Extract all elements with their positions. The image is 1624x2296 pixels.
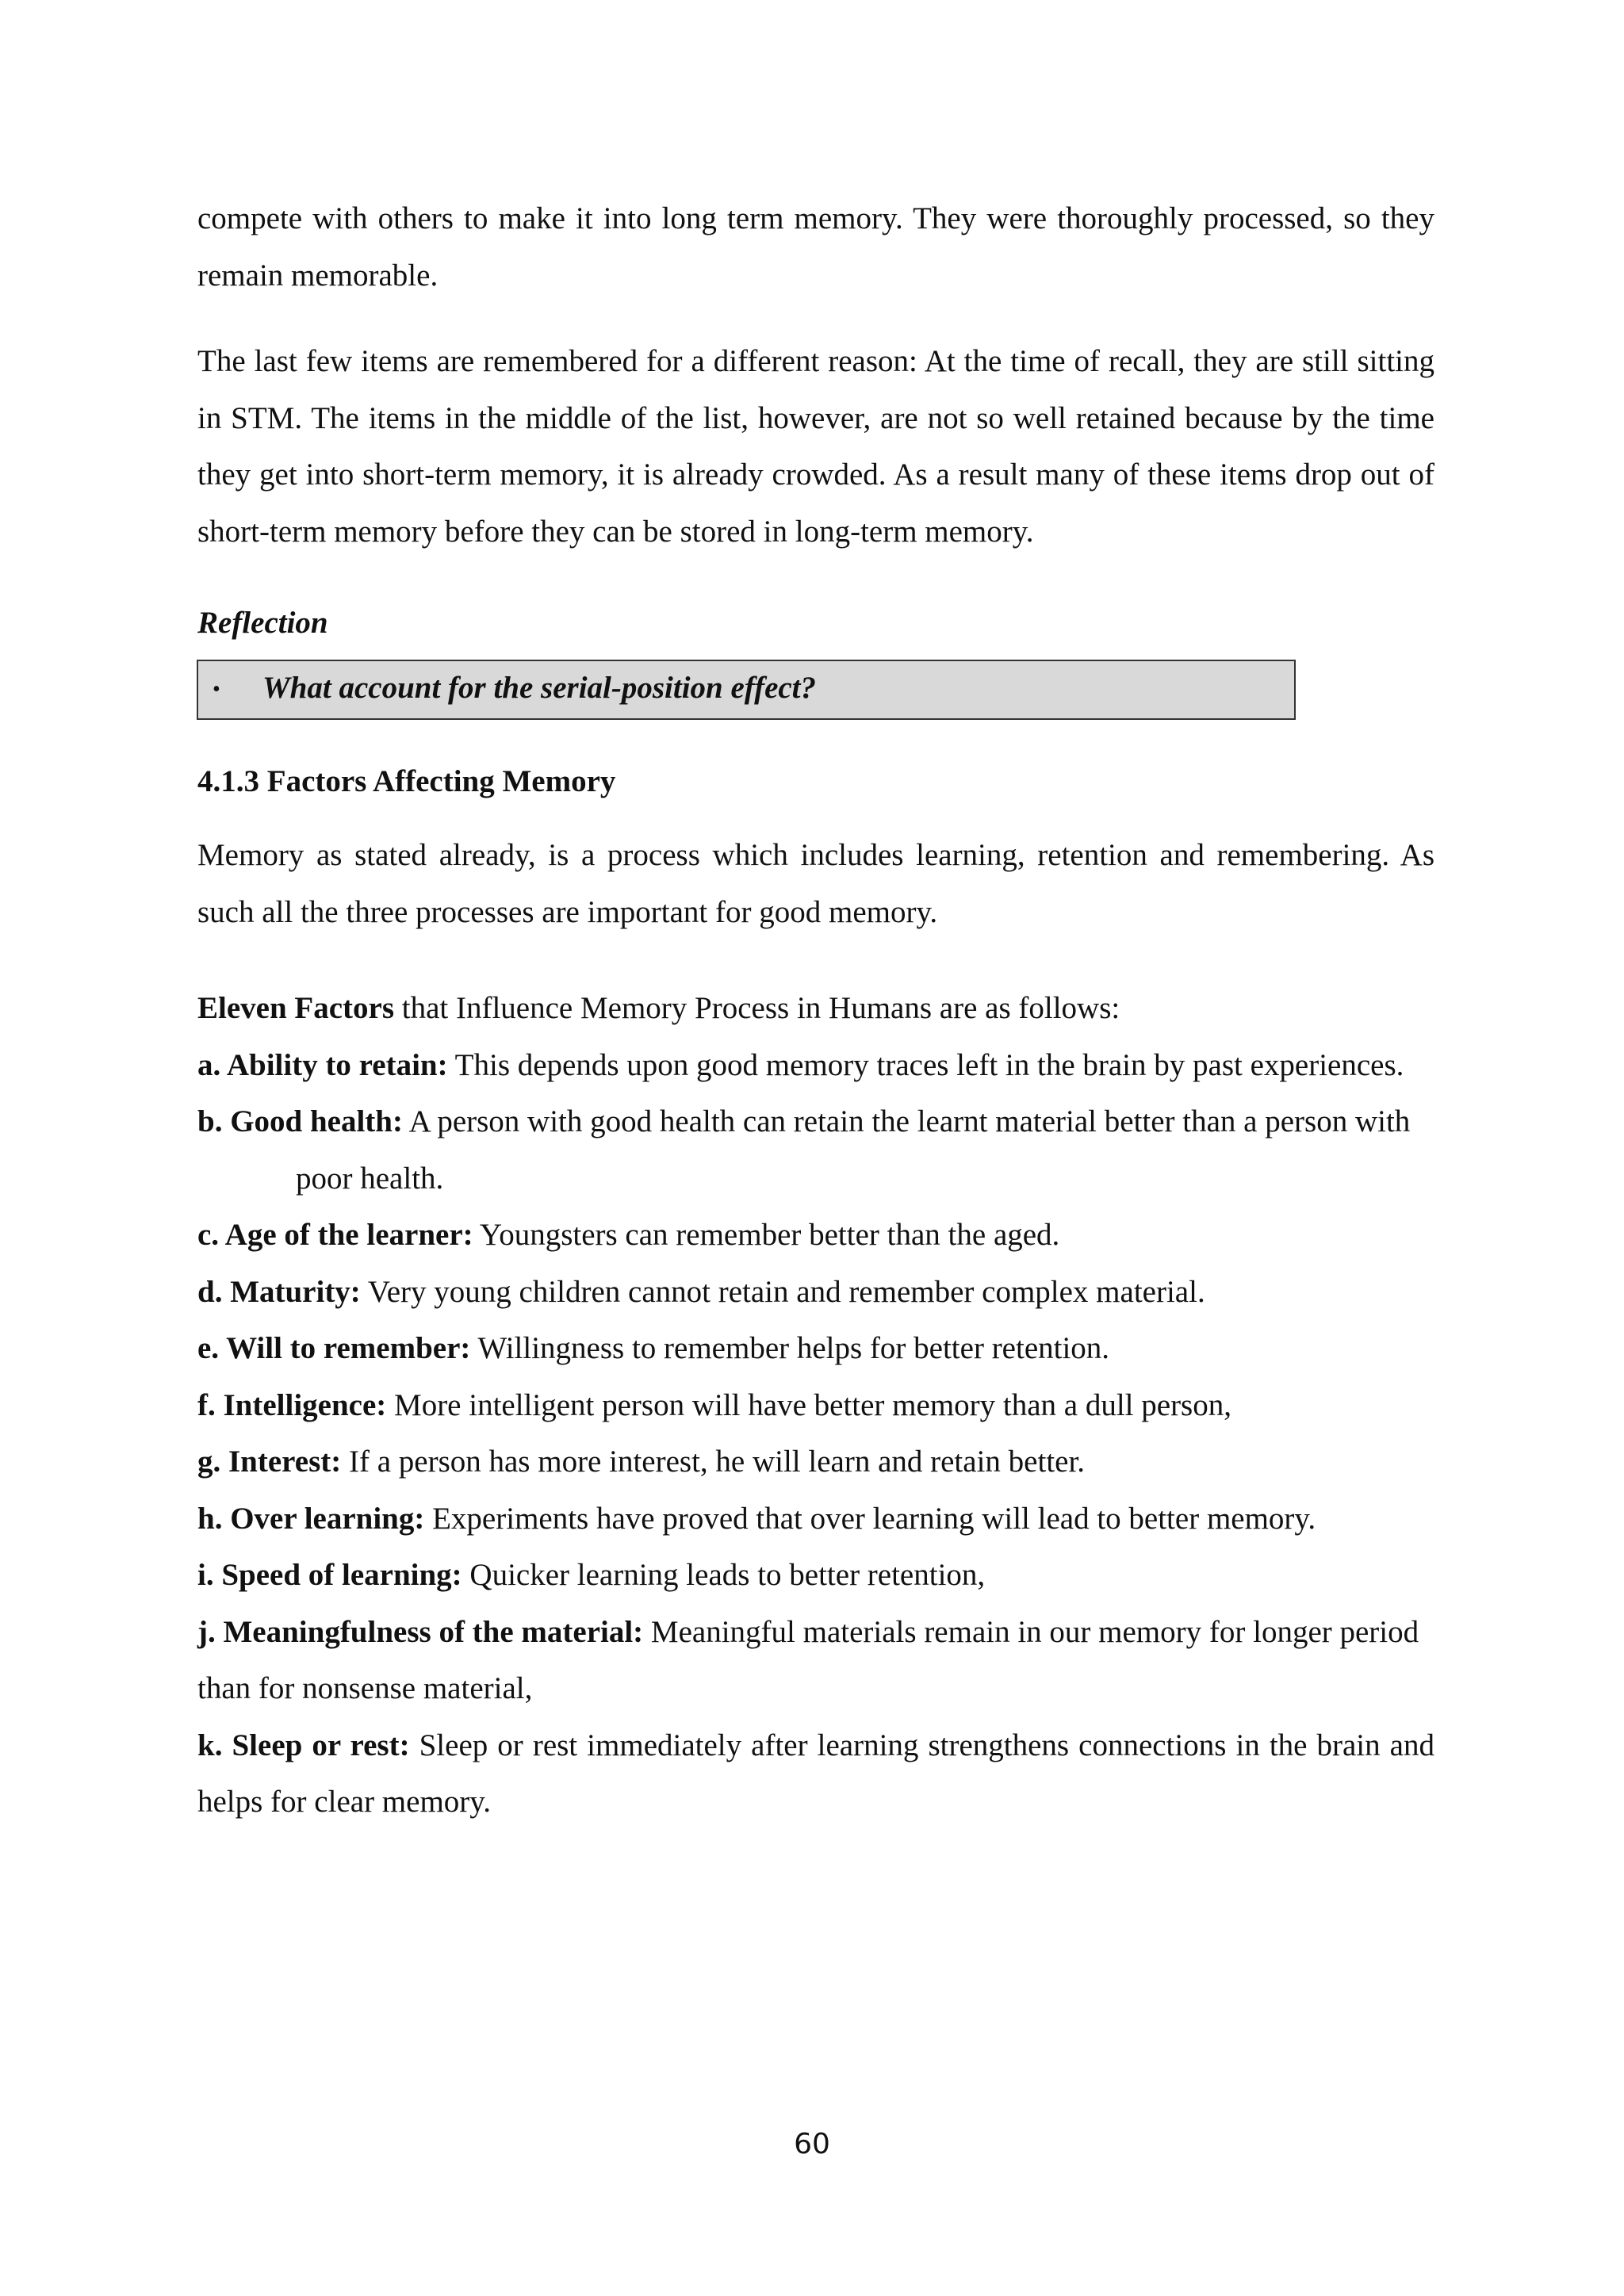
factors-lead xyxy=(197,980,1434,1037)
factors-lead-bold: Eleven Factors xyxy=(197,991,395,1025)
factor-item-health xyxy=(197,1093,1434,1207)
factor-item-will xyxy=(197,1320,1434,1377)
factor-text: Meaningful materials remain in our memory for longer period than for nonsense material, xyxy=(197,1614,1419,1705)
factor-label: d. Maturity: xyxy=(197,1274,361,1309)
factor-text: Quicker learning leads to better retention, xyxy=(462,1558,986,1592)
paragraph-recency-explanation: The last few items are remembered for a different reason: At the time of recall, they are still sitting in STM. The items in the middle of the list, however, are not so well retained because by the time they get into short-term memory, it is already crowded. As a result many of these items drop out of short-term memory before they can be stored in long-term memory. xyxy=(197,344,1434,549)
bullet-icon: • xyxy=(213,677,220,702)
factor-item-ability xyxy=(197,1037,1434,1094)
factor-item-maturity xyxy=(197,1264,1434,1321)
factor-label: g. Interest: xyxy=(197,1445,342,1479)
factor-item-intelligence xyxy=(197,1377,1434,1434)
factor-text: Experiments have proved that over learning will lead to better memory. xyxy=(424,1501,1316,1536)
factor-label: k. Sleep or rest: xyxy=(197,1728,410,1762)
factor-label: i. Speed of learning: xyxy=(197,1558,462,1592)
factor-item-meaningfulness xyxy=(197,1604,1434,1717)
factor-text: A person with good health can retain the learnt material better than a person with poor health. xyxy=(296,1104,1411,1196)
factor-item-interest xyxy=(197,1433,1434,1490)
factor-label: b. Good health: xyxy=(197,1104,403,1138)
factor-text: This depends upon good memory traces left in the brain by past experiences. xyxy=(447,1047,1404,1082)
factor-label: c. Age of the learner: xyxy=(197,1218,473,1252)
factor-text: Youngsters can remember better than the aged. xyxy=(473,1218,1060,1252)
factor-text: More intelligent person will have better memory than a dull person, xyxy=(386,1387,1231,1422)
page-number: 60 xyxy=(794,2128,830,2160)
factor-label: a. Ability to retain: xyxy=(197,1047,448,1082)
factor-label: f. Intelligence: xyxy=(197,1387,387,1422)
paragraph-continuation: compete with others to make it into long term memory. They were thoroughly processed, so they remain memorable. xyxy=(197,201,1434,293)
factor-label: h. Over learning: xyxy=(197,1501,425,1536)
factor-item-overlearning xyxy=(197,1490,1434,1548)
factor-item-sleep xyxy=(197,1717,1434,1831)
reflection-question: What account for the serial-position effect? xyxy=(262,671,817,705)
factor-text: If a person has more interest, he will learn and retain better. xyxy=(341,1445,1086,1479)
factor-text: Willingness to remember helps for better retention. xyxy=(470,1331,1110,1365)
section-intro: Memory as stated already, is a process which includes learning, retention and remembering. As such all the three processes are important for good memory. xyxy=(197,838,1434,929)
factor-text: Sleep or rest immediately after learning strengthens connections in the brain and helps for clear memory. xyxy=(197,1728,1434,1819)
factor-item-age xyxy=(197,1207,1434,1264)
factors-list xyxy=(197,980,1434,1831)
factor-text: Very young children cannot retain and remember complex material. xyxy=(360,1274,1205,1309)
section-heading: 4.1.3 Factors Affecting Memory xyxy=(197,764,616,798)
reflection-heading: Reflection xyxy=(197,606,328,640)
factor-item-speed xyxy=(197,1547,1434,1604)
factor-label: e. Will to remember: xyxy=(197,1331,471,1365)
factors-lead-text: that Influence Memory Process in Humans are as follows: xyxy=(394,991,1120,1025)
factor-label: j. Meaningfulness of the material: xyxy=(197,1614,644,1649)
